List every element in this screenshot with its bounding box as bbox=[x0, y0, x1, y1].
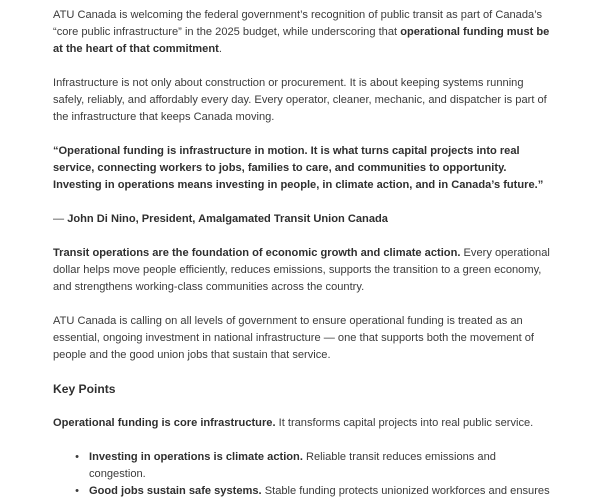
text-run: Reliable transit reduces emissions and congestion. bbox=[89, 451, 496, 480]
text-run: ATU Canada is welcoming the federal government’s recognition of public transit as part of Canada’s “core public infrastructure” in the 2025 budget, while underscoring that bbox=[53, 9, 543, 38]
document-body bbox=[53, 7, 551, 500]
text-run: Stable funding protects unionized workforces and ensures bbox=[261, 485, 550, 497]
quote-attribution bbox=[53, 211, 551, 228]
bold-run: Good jobs sustain safe systems. bbox=[89, 485, 262, 497]
bullet-marker-icon: • bbox=[75, 451, 79, 463]
text-run: . bbox=[218, 43, 222, 55]
bold-run: “Operational funding is infrastructure in motion. It is what turns capital projects into real service, connecting workers to jobs, families to care, and communities to opportunity. Investing in operations means investing in people, in climate action, and in Canada’s future.” bbox=[53, 145, 544, 191]
paragraph-core-infrastructure bbox=[53, 415, 551, 432]
attribution-dash: — bbox=[53, 213, 68, 225]
pull-quote bbox=[53, 143, 551, 194]
bold-run: operational funding must be at the heart of that commitment bbox=[53, 26, 550, 55]
text-run: ATU Canada is calling on all levels of government to ensure operational funding is treated as an essential, ongoing investment in national infrastructure — one that supports both the movement of people and the good union jobs that sustain that service. bbox=[53, 315, 535, 361]
key-points-heading: Key Points bbox=[53, 382, 116, 396]
bullet-good-jobs bbox=[75, 483, 551, 500]
bold-run: Transit operations are the foundation of economic growth and climate action. bbox=[53, 247, 461, 259]
paragraph-transit-operations-foundation bbox=[53, 245, 551, 296]
text-run: It transforms capital projects into real public service. bbox=[275, 417, 534, 429]
bullet-marker-icon: • bbox=[75, 485, 79, 497]
bold-run: Operational funding is core infrastructure. bbox=[53, 417, 276, 429]
text-run: Every operational dollar helps move people efficiently, reduces emissions, supports the transition to a green economy, and strengthens working-class communities across the country. bbox=[53, 247, 550, 293]
text-run: Infrastructure is not only about construction or procurement. It is about keeping systems running safely, reliably, and affordably every day. Every operator, cleaner, mechanic, and dispatcher is part of the infrastructure that keeps Canada moving. bbox=[53, 77, 547, 123]
attribution-name: John Di Nino, President, Amalgamated Transit Union Canada bbox=[67, 213, 388, 225]
bullet-climate-action bbox=[75, 449, 551, 483]
paragraph-budget-recognition bbox=[53, 7, 551, 58]
bullet-text bbox=[89, 451, 496, 480]
bullet-text bbox=[89, 485, 550, 497]
paragraph-call-to-government bbox=[53, 313, 551, 364]
paragraph-infrastructure-definition bbox=[53, 75, 551, 126]
key-points-list bbox=[53, 449, 551, 500]
bold-run: Investing in operations is climate action. bbox=[89, 451, 303, 463]
